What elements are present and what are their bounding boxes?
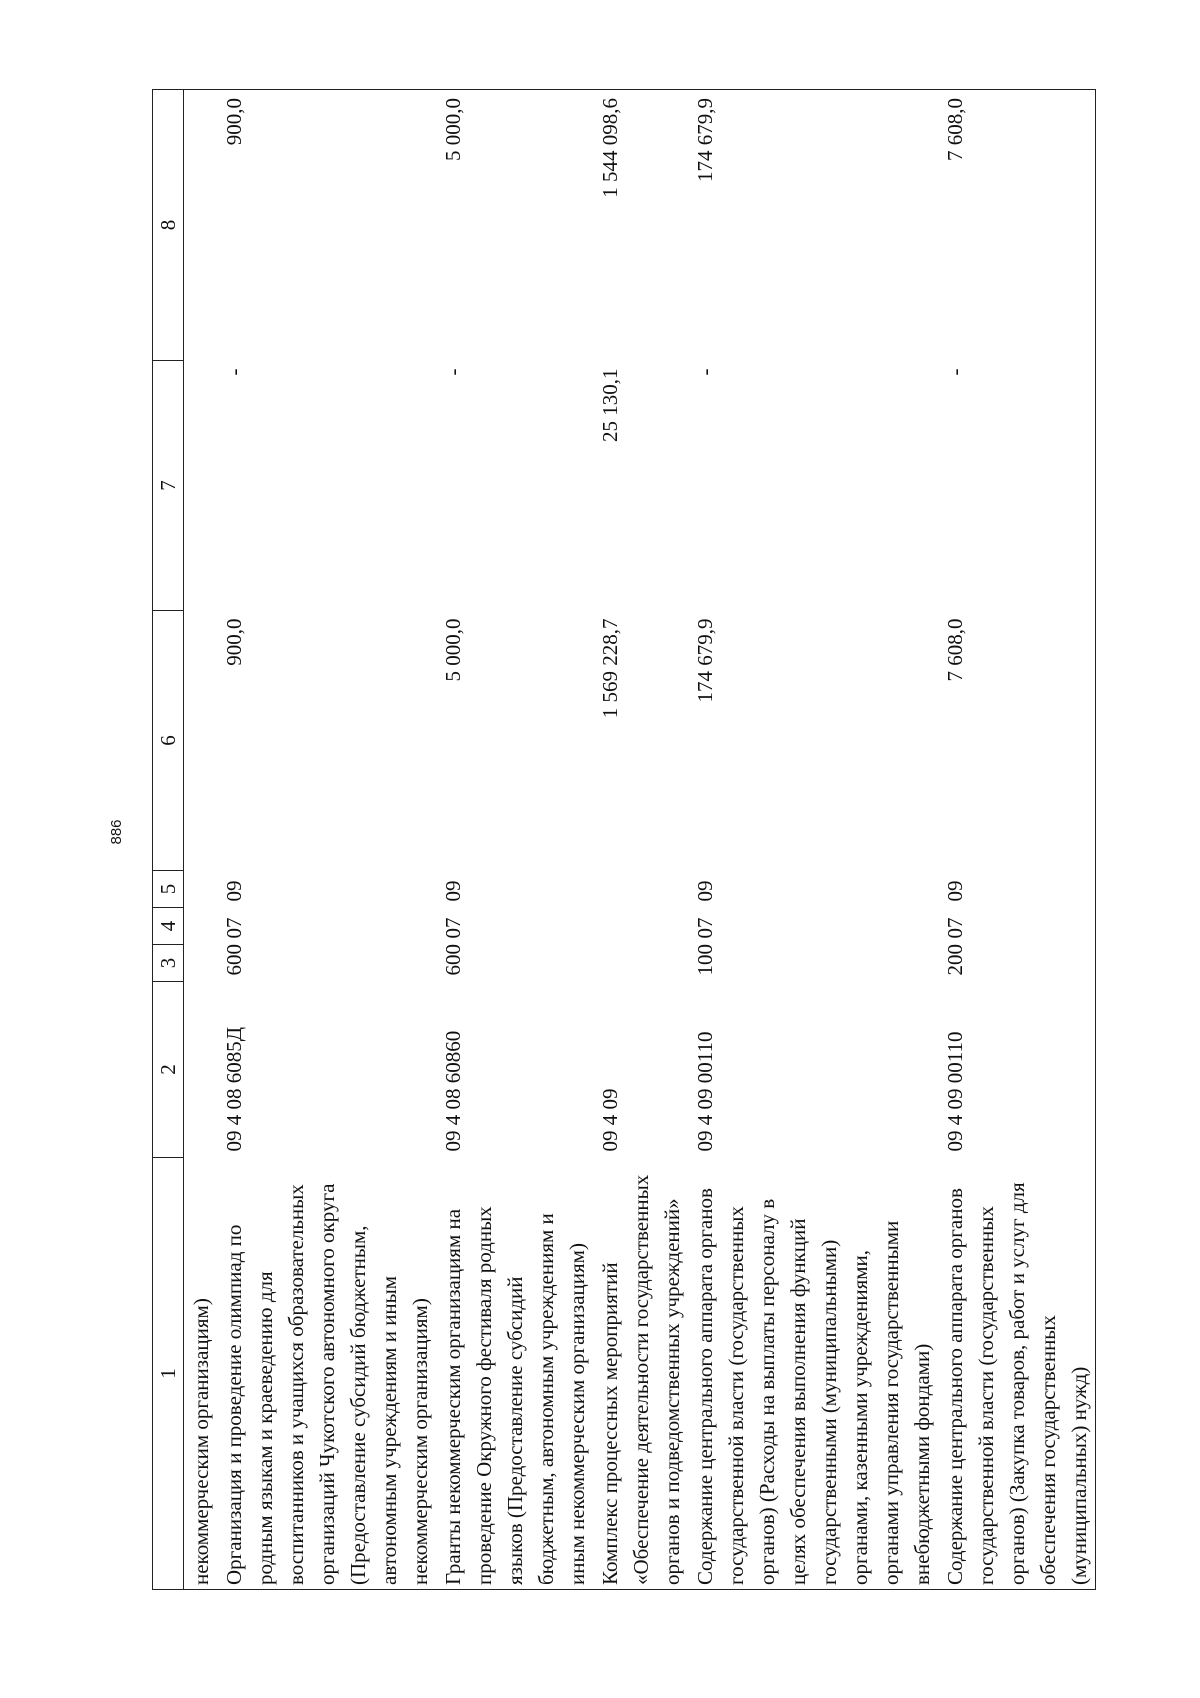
col-header-1: 1 — [153, 1158, 184, 1590]
row-name: Содержание центрального аппарата органов государственной власти (государственных органов) (Расходы на выплаты персоналу в целях обеспечения выполнения функций государственными (муниципальными) органами, казенными учреждениями, органами управления государственными внебюджетными фондами) — [688, 1158, 938, 1590]
row-name: Организация и проведение олимпиад по родным языкам и краеведению для воспитанников и учащихся образовательных организаций Чукотского автономного округа (Предоставление субсидий бюджетным, автономным учреждениям и иным некоммерческим организациям) — [217, 1158, 436, 1590]
row-rz: 07 — [693, 917, 717, 939]
col-header-5: 5 — [153, 871, 184, 908]
row-rz — [184, 908, 218, 945]
row-amount-district: 7 608,0 — [938, 90, 1096, 361]
row-rz: 07 — [938, 908, 1096, 945]
row-vr — [184, 945, 218, 982]
table-row — [436, 90, 593, 1590]
row-code: 09 4 08 6085Д — [222, 1026, 246, 1152]
col-header-4: 4 — [153, 908, 184, 945]
row-pr: 09 — [441, 880, 465, 902]
row-code — [184, 982, 218, 1158]
row-vr: 100 — [693, 944, 717, 976]
row-amount-district: 900,0 — [217, 90, 436, 361]
col-header-2: 2 — [153, 982, 184, 1158]
budget-table — [152, 89, 1096, 1590]
row-rz: 07 — [222, 917, 246, 939]
col-header-6: 6 — [153, 611, 184, 871]
row-vr: 600 — [222, 944, 246, 976]
row-amount-total: 900,0 — [222, 618, 246, 666]
table-row — [593, 90, 688, 1590]
row-name: Содержание центрального аппарата органов государственной власти (государственных органов) (Закупка товаров, работ и услуг для обеспечения государственных (муниципальных) нужд) — [938, 1158, 1096, 1590]
row-name: Гранты некоммерческим организациям на проведение Окружного фестиваля родных языков (Предоставление субсидий бюджетным, автономным учреждениям и иным некоммерческим организациям) — [436, 1158, 593, 1590]
row-amount-district: 174 679,9 — [688, 90, 938, 361]
row-code: 09 4 09 00110 — [693, 1031, 717, 1152]
col-header-7: 7 — [153, 361, 184, 611]
row-amount-district: 1 544 098,6 — [593, 90, 688, 361]
row-pr: 09 — [693, 880, 717, 902]
table-row — [184, 90, 218, 1590]
row-name: Комплекс процессных мероприятий «Обеспечение деятельности государственных органов и подведомственных учреждений» — [593, 1158, 688, 1590]
row-amount-federal — [184, 361, 218, 611]
row-rz — [593, 908, 688, 945]
header-row — [153, 90, 184, 1590]
row-pr — [184, 871, 218, 908]
row-amount-district: 5 000,0 — [436, 90, 593, 361]
row-pr: 09 — [222, 880, 246, 902]
row-code: 09 4 09 — [598, 1088, 622, 1152]
row-pr — [593, 871, 688, 908]
row-amount-federal: - — [222, 368, 246, 376]
row-amount-federal: - — [938, 361, 1096, 611]
row-pr: 09 — [938, 871, 1096, 908]
col-header-3: 3 — [153, 945, 184, 982]
budget-page — [104, 90, 1124, 1590]
row-code: 09 4 09 00110 — [938, 982, 1096, 1158]
row-amount-total — [184, 611, 218, 871]
row-amount-total: 7 608,0 — [938, 611, 1096, 871]
col-header-8: 8 — [153, 90, 184, 361]
row-vr — [593, 945, 688, 982]
table-row — [938, 90, 1096, 1590]
row-vr: 600 — [441, 944, 465, 976]
row-amount-district — [184, 90, 218, 361]
table-row — [688, 90, 938, 1590]
page-number: 886 — [108, 819, 125, 845]
row-code: 09 4 08 60860 — [441, 1030, 465, 1152]
row-amount-total: 174 679,9 — [693, 618, 717, 703]
row-amount-federal: - — [441, 368, 465, 376]
row-amount-federal: - — [693, 368, 717, 376]
row-amount-total: 5 000,0 — [441, 618, 465, 682]
row-vr: 200 — [938, 945, 1096, 982]
row-rz: 07 — [441, 917, 465, 939]
table-row — [217, 90, 436, 1590]
row-amount-total: 1 569 228,7 — [598, 618, 622, 719]
row-amount-federal: 25 130,1 — [598, 368, 622, 442]
row-name: некоммерческим организациям) — [184, 1158, 218, 1590]
